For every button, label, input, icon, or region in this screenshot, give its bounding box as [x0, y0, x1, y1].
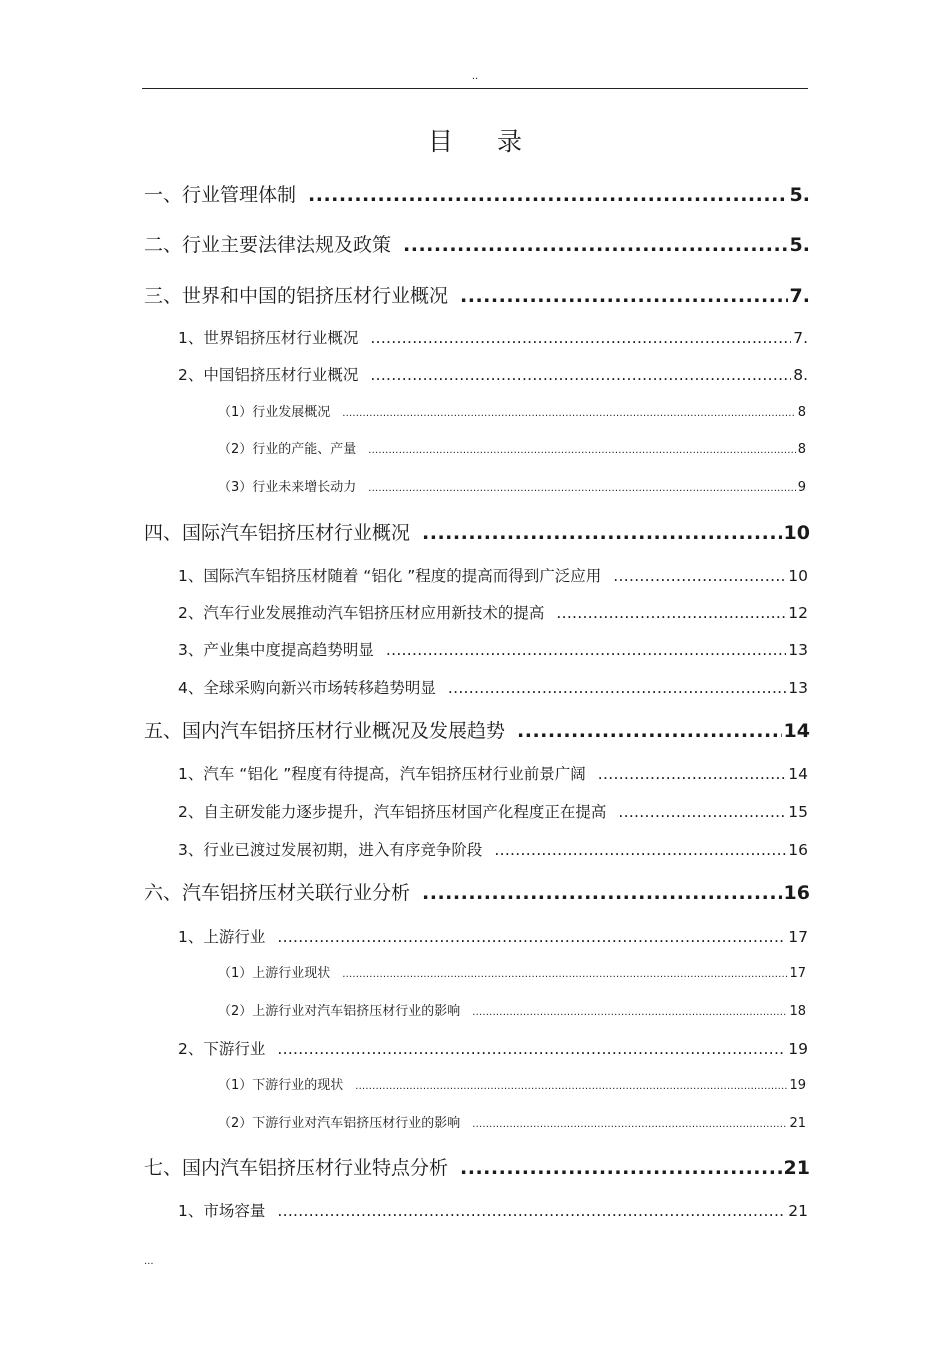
toc-entry-level2[interactable] — [178, 676, 808, 698]
dot-leader — [598, 765, 786, 783]
toc-entry-level2[interactable] — [178, 762, 808, 784]
toc-entry-level1[interactable] — [144, 518, 810, 545]
toc-entry-page: 12 — [788, 604, 808, 622]
toc-entry-level2[interactable] — [178, 838, 808, 860]
toc-entry-page: 21 — [783, 1157, 810, 1179]
toc-entry-page: 7. — [789, 285, 810, 307]
toc-entry-page: 16 — [783, 882, 810, 904]
toc-entry-level3[interactable] — [218, 1074, 806, 1093]
dot-leader — [370, 366, 791, 384]
dot-leader — [355, 1081, 787, 1092]
toc-entry-label: 2、自主研发能力逐步提升，汽车铝挤压材国产化程度正在提高 — [178, 803, 607, 821]
dot-leader — [386, 641, 786, 659]
toc-entry-label: 三、世界和中国的铝挤压材行业概况 — [144, 285, 449, 307]
toc-entry-page: 17 — [789, 966, 806, 981]
toc-entry-page: 21 — [789, 1116, 806, 1131]
toc-title: 目 录 — [428, 127, 540, 156]
dot-leader — [422, 522, 782, 544]
dot-leader — [368, 445, 795, 456]
toc-entry-page: 21 — [788, 1202, 808, 1220]
toc-entry-level1[interactable] — [144, 230, 810, 257]
dot-leader — [618, 803, 786, 821]
toc-entry-label: 1、国际汽车铝挤压材随着 “铝化 ”程度的提高而得到广泛应用 — [178, 567, 602, 585]
toc-entry-page: 7. — [793, 329, 808, 347]
toc-entry-label: 2、汽车行业发展推动汽车铝挤压材应用新技术的提高 — [178, 604, 545, 622]
toc-entry-level1[interactable] — [144, 1153, 810, 1180]
toc-entry-level2[interactable] — [178, 1037, 808, 1059]
toc-entry-label: 4、全球采购向新兴市场转移趋势明显 — [178, 679, 436, 697]
toc-entry-label: （3）行业未来增长动力 — [218, 480, 357, 495]
dot-leader — [494, 841, 786, 859]
dot-leader — [342, 408, 795, 419]
dot-leader — [277, 1040, 786, 1058]
toc-entry-label: 2、下游行业 — [178, 1040, 266, 1058]
toc-entry-level2[interactable] — [178, 1199, 808, 1221]
dot-leader — [472, 1007, 787, 1018]
footer-mark: ... — [144, 1256, 154, 1267]
toc-entry-label: 1、世界铝挤压材行业概况 — [178, 329, 359, 347]
toc-entry-level1[interactable] — [144, 281, 810, 308]
dot-leader — [277, 1202, 786, 1220]
toc-entry-level2[interactable] — [178, 326, 808, 348]
toc-entry-level3[interactable] — [218, 476, 806, 495]
dot-leader — [472, 1119, 787, 1130]
toc-entry-page: 5. — [789, 184, 810, 206]
header-mark: .. — [471, 71, 479, 82]
toc-entry-label: 1、汽车 “铝化 ”程度有待提高，汽车铝挤压材行业前景广阔 — [178, 765, 586, 783]
dot-leader — [460, 285, 788, 307]
dot-leader — [342, 969, 787, 980]
toc-entry-page: 19 — [789, 1078, 806, 1093]
toc-entry-label: （1）下游行业的现状 — [218, 1078, 344, 1093]
dot-leader — [613, 567, 786, 585]
toc-entry-label: （1）行业发展概况 — [218, 405, 331, 420]
toc-entry-level2[interactable] — [178, 601, 808, 623]
toc-entry-page: 17 — [788, 928, 808, 946]
toc-entry-label: （2）行业的产能、产量 — [218, 442, 357, 457]
toc-entry-label: 2、中国铝挤压材行业概况 — [178, 366, 359, 384]
dot-leader — [308, 184, 788, 206]
toc-entry-page: 9 — [797, 480, 806, 495]
toc-entry-level2[interactable] — [178, 564, 808, 586]
toc-entry-level2[interactable] — [178, 363, 808, 385]
toc-entry-label: 1、上游行业 — [178, 928, 266, 946]
toc-entry-level3[interactable] — [218, 1000, 806, 1019]
toc-entry-page: 19 — [788, 1040, 808, 1058]
toc-entry-page: 14 — [783, 720, 810, 742]
toc-entry-page: 10 — [788, 567, 808, 585]
toc-entry-level2[interactable] — [178, 925, 808, 947]
toc-entry-level3[interactable] — [218, 438, 806, 457]
toc-entry-label: （1）上游行业现状 — [218, 966, 331, 981]
toc-entry-label: 六、汽车铝挤压材关联行业分析 — [144, 882, 411, 904]
toc-entry-page: 13 — [788, 641, 808, 659]
toc-entry-level3[interactable] — [218, 401, 806, 420]
toc-entry-level3[interactable] — [218, 962, 806, 981]
toc-entry-page: 15 — [788, 803, 808, 821]
dot-leader — [448, 679, 786, 697]
toc-entry-label: 四、国际汽车铝挤压材行业概况 — [144, 522, 411, 544]
toc-entry-level1[interactable] — [144, 878, 810, 905]
toc-entry-label: 1、市场容量 — [178, 1202, 266, 1220]
dot-leader — [460, 1157, 782, 1179]
toc-entry-label: （2）下游行业对汽车铝挤压材行业的影响 — [218, 1116, 461, 1131]
toc-entry-level1[interactable] — [144, 180, 810, 207]
dot-leader — [277, 928, 786, 946]
header-rule — [142, 88, 808, 89]
toc-entry-label: 3、行业已渡过发展初期，进入有序竞争阶段 — [178, 841, 483, 859]
toc-entry-page: 8 — [797, 442, 806, 457]
toc-entry-page: 10 — [783, 522, 810, 544]
toc-entry-page: 5. — [789, 234, 810, 256]
dot-leader — [370, 329, 791, 347]
toc-entry-label: （2）上游行业对汽车铝挤压材行业的影响 — [218, 1004, 461, 1019]
dot-leader — [403, 234, 788, 256]
dot-leader — [517, 720, 782, 742]
toc-entry-level2[interactable] — [178, 800, 808, 822]
dot-leader — [368, 483, 795, 494]
toc-entry-page: 16 — [788, 841, 808, 859]
toc-entry-label: 二、行业主要法律法规及政策 — [144, 234, 392, 256]
toc-entry-label: 五、国内汽车铝挤压材行业概况及发展趋势 — [144, 720, 506, 742]
toc-entry-level1[interactable] — [144, 716, 810, 743]
dot-leader — [556, 604, 786, 622]
toc-entry-label: 3、产业集中度提高趋势明显 — [178, 641, 374, 659]
toc-entry-label: 一、行业管理体制 — [144, 184, 297, 206]
toc-entry-level2[interactable] — [178, 638, 808, 660]
toc-entry-page: 8 — [797, 405, 806, 420]
dot-leader — [422, 882, 782, 904]
toc-entry-label: 七、国内汽车铝挤压材行业特点分析 — [144, 1157, 449, 1179]
toc-entry-level3[interactable] — [218, 1112, 806, 1131]
toc-entry-page: 18 — [789, 1004, 806, 1019]
toc-entry-page: 8. — [793, 366, 808, 384]
toc-entry-page: 13 — [788, 679, 808, 697]
toc-entry-page: 14 — [788, 765, 808, 783]
